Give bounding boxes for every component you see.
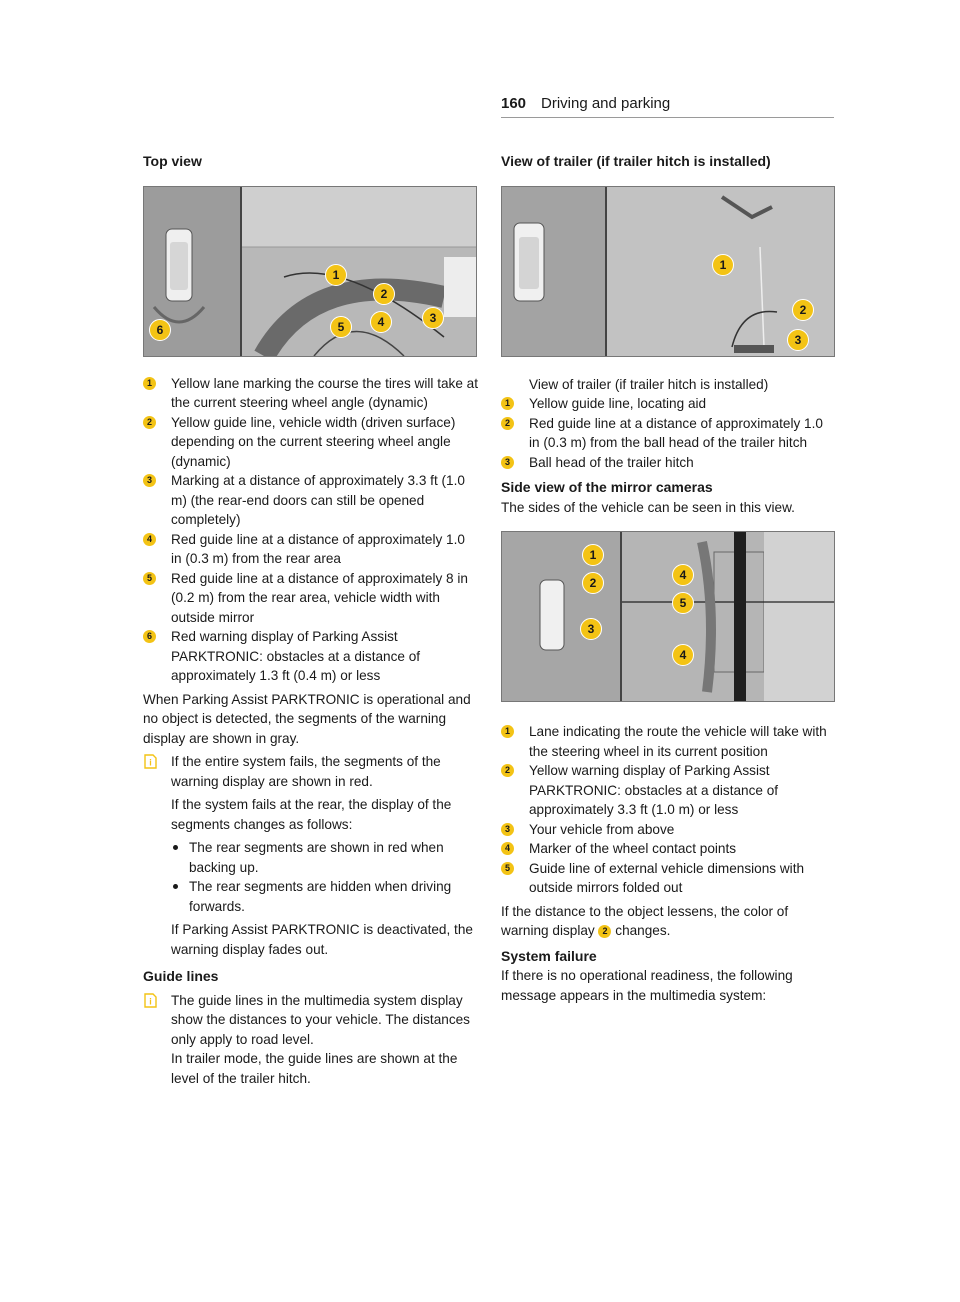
- legend-text: Red guide line at a distance of approximately 1.0 in (0.3 m) from the ball head of the trailer hitch: [529, 415, 823, 450]
- top-view-badge: 2: [373, 283, 395, 305]
- list-item: [501, 394, 837, 414]
- legend-text: Yellow lane marking the course the tires will take at the current steering wheel angle (dynamic): [171, 375, 479, 410]
- list-item: [143, 413, 479, 472]
- bullet-text: The rear segments are shown in red when backing up.: [189, 840, 444, 875]
- note-guide-lines: [143, 991, 479, 1089]
- legend-number: 1: [143, 377, 156, 390]
- right-column: [501, 152, 837, 1005]
- top-view-figure: [143, 186, 477, 357]
- list-item: [501, 859, 837, 898]
- legend-number: 2: [143, 416, 156, 429]
- top-view-badge: 4: [370, 311, 392, 333]
- top-view-legend: [143, 374, 479, 686]
- top-view-badge: 1: [325, 264, 347, 286]
- legend-number: 3: [143, 474, 156, 487]
- note-text: If Parking Assist PARKTRONIC is deactivated, the warning display fades out.: [171, 922, 473, 957]
- legend-text: Guide line of external vehicle dimensions with outside mirrors folded out: [529, 860, 805, 895]
- list-item: [501, 820, 837, 840]
- note-text: If the entire system fails, the segments of the warning display are shown in red.: [171, 754, 441, 789]
- svg-text:i: i: [149, 996, 152, 1006]
- info-note-icon: [143, 993, 158, 1008]
- trailer-view-badge: 1: [712, 254, 734, 276]
- side-view-figure: [501, 531, 835, 702]
- svg-text:i: i: [149, 757, 152, 768]
- distance-text: changes.: [615, 923, 671, 938]
- list-item: [501, 839, 837, 859]
- list-item: [143, 471, 479, 530]
- left-column: [143, 152, 479, 1088]
- legend-number: 4: [501, 842, 514, 855]
- list-item: [143, 530, 479, 569]
- list-item: [143, 627, 479, 686]
- legend-number: 1: [501, 725, 514, 738]
- list-item: [501, 761, 837, 820]
- legend-text: Lane indicating the route the vehicle will take with the steering wheel in its current position: [529, 724, 827, 759]
- legend-text: Marker of the wheel contact points: [529, 841, 737, 856]
- top-view-badge: 6: [149, 319, 171, 341]
- distance-text: If the distance to the object lessens, the color of warning display: [501, 903, 789, 938]
- legend-number: 2: [501, 764, 514, 777]
- legend-text: Red guide line at a distance of approximately 1.0 in (0.3 m) from the rear area: [171, 531, 465, 566]
- side-view-heading: Side view of the mirror cameras: [501, 479, 713, 495]
- note-system-failure: [143, 752, 479, 959]
- system-failure-heading: System failure: [501, 947, 597, 964]
- page-number: 160: [501, 95, 527, 112]
- legend-text: Yellow guide line, locating aid: [529, 396, 707, 411]
- inline-number-badge: 2: [598, 925, 611, 938]
- info-note-icon: [143, 754, 158, 769]
- note-text: In trailer mode, the guide lines are shown at the level of the trailer hitch.: [171, 1051, 458, 1086]
- list-item: [143, 877, 479, 916]
- legend-text: Yellow warning display of Parking Assist PARKTRONIC: obstacles at a distance of approximately 3.3 ft (1.0 m) or less: [529, 763, 779, 817]
- operational-paragraph: When Parking Assist PARKTRONIC is operational and no object is detected, the segments of the warning display are shown in gray.: [143, 691, 471, 746]
- legend-number: 1: [501, 397, 514, 410]
- trailer-view-image: [502, 187, 834, 356]
- legend-text: Red warning display of Parking Assist PARKTRONIC: obstacles at a distance of approximately 1.3 ft (0.4 m) or less: [171, 629, 421, 683]
- note-text: The guide lines in the multimedia system display show the distances to your vehicle. The distances only apply to road level.: [171, 992, 470, 1047]
- section-title: Driving and parking: [541, 95, 671, 112]
- list-item: [501, 453, 837, 473]
- list-item: [501, 414, 837, 453]
- side-view-badge: 5: [672, 592, 694, 614]
- trailer-legend: [501, 394, 837, 472]
- side-view-legend: [501, 722, 837, 898]
- trailer-view-figure: [501, 186, 835, 357]
- top-view-badge: 5: [330, 316, 352, 338]
- legend-number: 2: [501, 417, 514, 430]
- legend-number: 4: [143, 533, 156, 546]
- legend-number: 6: [143, 630, 156, 643]
- top-view-image: [144, 187, 476, 356]
- side-view-image: [502, 532, 834, 701]
- trailer-view-badge: 2: [792, 299, 814, 321]
- side-view-badge: 2: [582, 572, 604, 594]
- trailer-view-heading: View of trailer (if trailer hitch is installed): [501, 153, 771, 169]
- side-view-badge: 4: [672, 644, 694, 666]
- bullet-list: [143, 838, 479, 916]
- distance-paragraph: [501, 902, 837, 941]
- top-view-heading: Top view: [143, 153, 202, 169]
- legend-number: 5: [501, 862, 514, 875]
- legend-text: Yellow guide line, vehicle width (driven surface) depending on the current steering wheel angle (dynamic): [171, 414, 456, 469]
- side-view-badge: 4: [672, 564, 694, 586]
- list-item: [143, 374, 479, 413]
- system-failure-text: If there is no operational readiness, the following message appears in the multimedia system:: [501, 968, 793, 1003]
- trailer-figure-caption: View of trailer (if trailer hitch is installed): [529, 376, 769, 392]
- top-view-badge: 3: [422, 307, 444, 329]
- bullet-dot: [173, 845, 178, 850]
- legend-text: Red guide line at a distance of approximately 8 in (0.2 m) from the rear area, vehicle width with outside mirror: [171, 570, 468, 625]
- list-item: [501, 722, 837, 761]
- page-header: [501, 93, 834, 118]
- note-text: If the system fails at the rear, the display of the segments changes as follows:: [171, 797, 452, 832]
- legend-text: Ball head of the trailer hitch: [529, 454, 694, 470]
- side-view-badge: 3: [580, 618, 602, 640]
- guide-lines-heading: Guide lines: [143, 968, 219, 984]
- bullet-text: The rear segments are hidden when driving forwards.: [189, 879, 452, 914]
- trailer-view-badge: 3: [787, 329, 809, 351]
- list-item: [143, 569, 479, 628]
- legend-text: Marking at a distance of approximately 3.3 ft (1.0 m) (the rear-end doors can still be opened completely): [171, 473, 465, 527]
- legend-number: 3: [501, 823, 514, 836]
- legend-number: 3: [501, 456, 514, 469]
- side-view-badge: 1: [582, 544, 604, 566]
- legend-text: Your vehicle from above: [529, 821, 675, 837]
- side-view-text: The sides of the vehicle can be seen in this view.: [501, 499, 795, 515]
- list-item: [143, 838, 479, 877]
- bullet-dot: [173, 884, 178, 889]
- legend-number: 5: [143, 572, 156, 585]
